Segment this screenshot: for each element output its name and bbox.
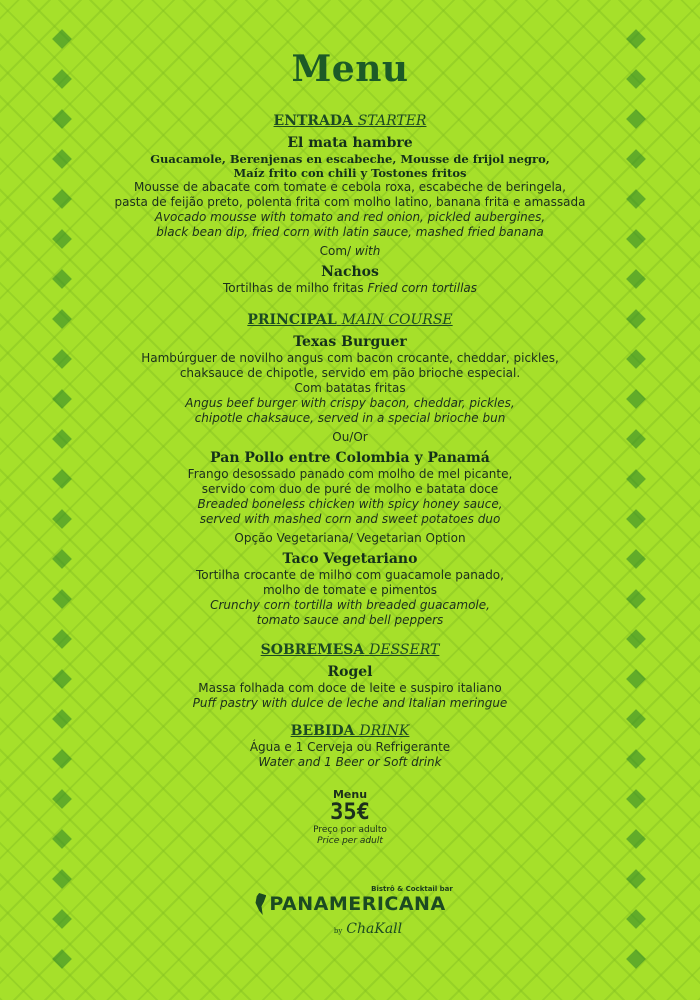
drink-heading-pt: BEBIDA	[290, 723, 355, 739]
dish-pt-line: molho de tomate e pimentos	[262, 583, 438, 597]
drink-heading-en: DRINK	[359, 723, 410, 739]
dish-name-el-mata-hambre: El mata hambre	[287, 135, 413, 151]
nachos-en: Fried corn tortillas	[367, 281, 478, 295]
drink-heading	[95, 722, 605, 740]
dish-name-nachos: Nachos	[321, 264, 379, 280]
logo-wordmark	[95, 893, 605, 915]
dish-name-rogel: Rogel	[327, 664, 373, 680]
main-section	[95, 311, 605, 628]
logo-tagline: Bistrô & Cocktail bar	[371, 885, 453, 893]
dish-pt-line: Tortilha crocante de milho com guacamole panado,	[196, 568, 504, 582]
dish-es-line: Guacamole, Berenjenas en escabeche, Mousse de frijol negro,	[150, 152, 550, 166]
logo-name: PANAMERICANA	[269, 893, 446, 915]
nachos-description	[95, 281, 605, 296]
starter-heading	[95, 112, 605, 130]
dish-en-line: Breaded boneless chicken with spicy honey sauce,	[197, 497, 503, 511]
dish-name-pan-pollo: Pan Pollo entre Colombia y Panamá	[210, 450, 490, 466]
starter-heading-pt: ENTRADA	[273, 113, 353, 129]
with-en: with	[354, 244, 381, 258]
dish-en-line: served with mashed corn and sweet potatoes duo	[199, 512, 501, 526]
dessert-en: Puff pastry with dulce de leche and Italian meringue	[192, 696, 508, 710]
starter-section	[95, 112, 605, 296]
dish-en-line: black bean dip, fried corn with latin sauce, mashed fried banana	[156, 225, 544, 239]
menu-page	[95, 0, 605, 1000]
price-box	[95, 788, 605, 847]
dessert-heading-pt: SOBREMESA	[260, 642, 365, 658]
main-heading-pt: PRINCIPAL	[247, 312, 337, 328]
dish-pt-line: Mousse de abacate com tomate e cebola roxa, escabeche de beringela,	[134, 180, 566, 194]
price-sub-en: Price per adult	[317, 836, 383, 846]
dish-es-line: Maíz frito con chili y Tostones fritos	[233, 166, 467, 180]
dish-pt-line: pasta de feijão preto, polenta frita com molho latino, banana frita e amassada	[114, 195, 586, 209]
dish-en-line: chipotle chaksauce, served in a special brioche bun	[194, 411, 506, 425]
americas-map-icon	[254, 893, 266, 915]
main-heading	[95, 311, 605, 329]
right-border-decoration	[624, 24, 650, 980]
drink-en: Water and 1 Beer or Soft drink	[258, 755, 442, 769]
logo-signature	[113, 921, 623, 937]
vegetarian-option-label: Opção Vegetariana/ Vegetarian Option	[234, 531, 466, 545]
dish-pt-line: Com batatas fritas	[294, 381, 406, 395]
dish-pt-line: chaksauce de chipotle, servido em pão brioche especial.	[179, 366, 521, 380]
dish-en-line: Avocado mousse with tomato and red onion, pickled aubergines,	[154, 210, 546, 224]
or-separator: Ou/Or	[332, 430, 368, 444]
dessert-section	[95, 641, 605, 711]
dessert-pt: Massa folhada com doce de leite e suspiro italiano	[198, 681, 502, 695]
with-separator	[95, 244, 605, 259]
nachos-pt: Tortilhas de milho fritas	[222, 281, 364, 295]
with-pt: Com/	[319, 244, 352, 258]
dish-en-line: tomato sauce and bell peppers	[256, 613, 444, 627]
price-sub-pt: Preço por adulto	[313, 825, 387, 835]
price-value: 35€	[330, 800, 370, 825]
dish-pt-line: Hambúrguer de novilho angus com bacon crocante, cheddar, pickles,	[141, 351, 559, 365]
dish-en-line: Crunchy corn tortilla with breaded guacamole,	[210, 598, 490, 612]
dish-en-line: Angus beef burger with crispy bacon, cheddar, pickles,	[185, 396, 515, 410]
dish-name-texas-burguer: Texas Burguer	[293, 334, 407, 350]
dessert-heading	[95, 641, 605, 659]
dessert-heading-en: DESSERT	[369, 642, 440, 658]
dish-pt-line: servido com duo de puré de molho e batata doce	[201, 482, 499, 496]
left-border-decoration	[50, 24, 76, 980]
page-title: Menu	[291, 48, 409, 90]
drink-section	[95, 722, 605, 770]
logo-by-prefix: by	[333, 927, 343, 935]
price-label: Menu	[332, 788, 368, 801]
dish-pt-line: Frango desossado panado com molho de mel picante,	[187, 467, 513, 481]
logo-by-name: ChaKall	[346, 921, 403, 937]
starter-heading-en: STARTER	[357, 113, 427, 129]
main-heading-en: MAIN COURSE	[341, 312, 453, 328]
drink-pt: Água e 1 Cerveja ou Refrigerante	[249, 740, 451, 754]
dish-name-taco-vegetariano: Taco Vegetariano	[282, 551, 418, 567]
restaurant-logo	[95, 885, 605, 937]
